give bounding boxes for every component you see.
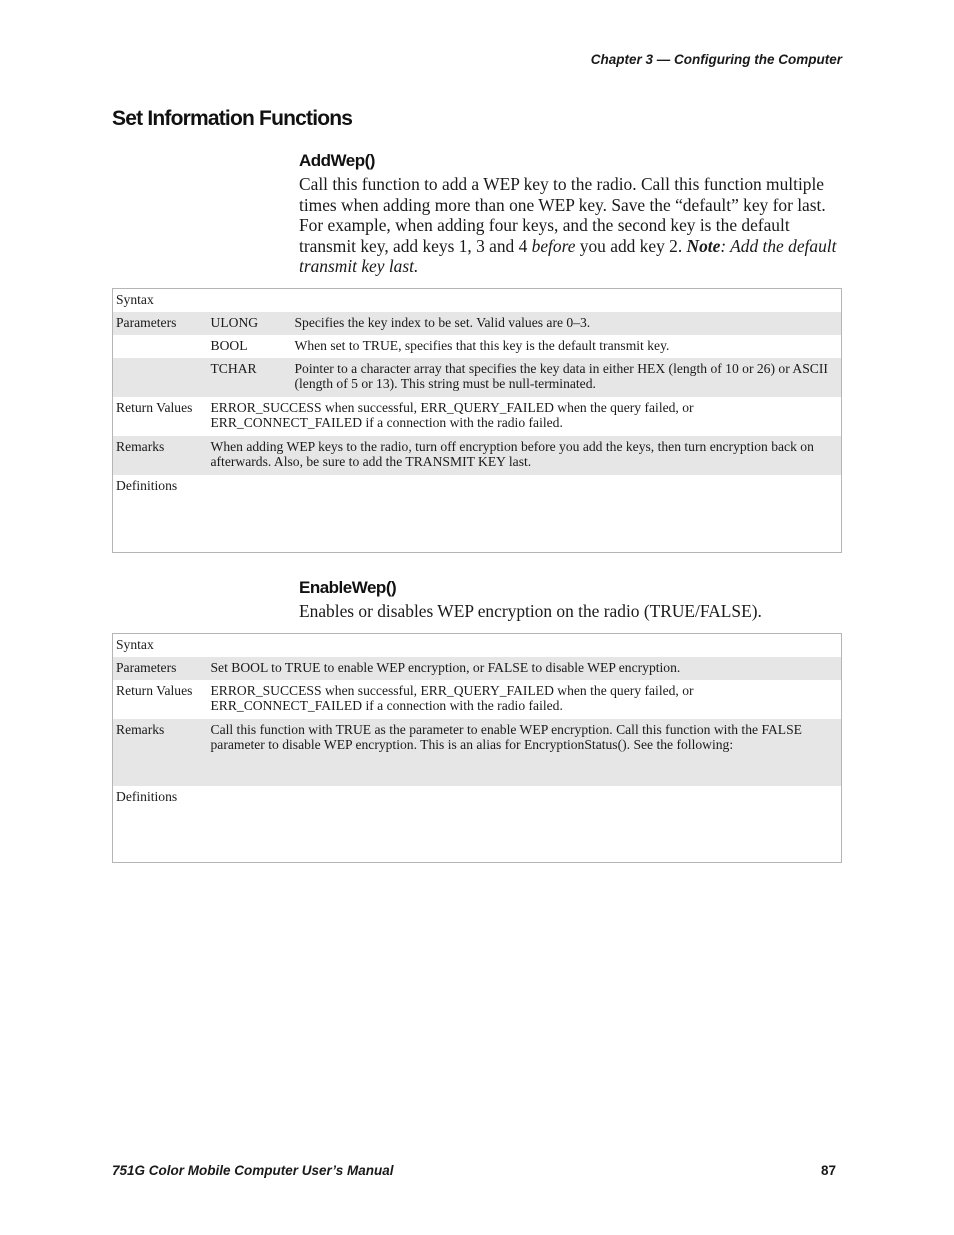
addwep-desc-text: Call this function to add a WEP key to the radio. Call this function multiple times when adding more than one WEP key. Save the “default” key for last. For example, when adding four keys, and the second key is the default transmit key, add keys 1, 3 and 4	[299, 174, 826, 256]
table-row	[113, 680, 842, 719]
table-row	[113, 436, 842, 475]
param-type: TCHAR	[208, 358, 292, 397]
enablewep-title: EnableWep()	[299, 578, 397, 597]
addwep-note-label: Note	[686, 235, 721, 256]
table-row	[113, 289, 842, 312]
row-label: Remarks	[113, 719, 208, 786]
addwep-desc-text-2: you add key 2.	[575, 235, 687, 256]
addwep-table	[112, 288, 842, 553]
param-type: ULONG	[208, 312, 292, 335]
definitions-value	[208, 786, 842, 863]
addwep-description	[299, 174, 844, 277]
table-row	[113, 719, 842, 786]
table-row	[113, 786, 842, 863]
param-desc: When set to TRUE, specifies that this key is the default transmit key.	[294, 337, 670, 353]
remarks-value: When adding WEP keys to the radio, turn off encryption before you add the keys, then turn encryption back on afterwards. Also, be sure to add the TRANSMIT KEY last.	[208, 436, 842, 475]
row-label: Syntax	[116, 292, 154, 307]
row-label: Definitions	[116, 788, 178, 804]
table-row	[113, 397, 842, 436]
row-label	[113, 335, 208, 358]
row-label: Return Values	[116, 682, 193, 698]
table-row	[113, 335, 842, 358]
param-type: BOOL	[210, 337, 248, 353]
table-row	[113, 312, 842, 335]
row-label: Parameters	[113, 657, 208, 680]
row-label: Return Values	[116, 399, 193, 415]
param-desc: Specifies the key index to be set. Valid values are 0–3.	[292, 312, 842, 335]
return-value: ERROR_SUCCESS when successful, ERR_QUERY_FAILED when the query failed, or ERR_CONNECT_FAILED if a connection with the radio failed.	[210, 399, 694, 430]
syntax-value	[208, 634, 842, 657]
definitions-value	[208, 475, 842, 553]
table-row	[113, 634, 842, 657]
table-row	[113, 358, 842, 397]
row-label: Parameters	[113, 312, 208, 335]
parameters-value: Set BOOL to TRUE to enable WEP encryption, or FALSE to disable WEP encryption.	[208, 657, 842, 680]
row-label	[113, 358, 208, 397]
section-title: Set Information Functions	[112, 107, 353, 130]
return-value: ERROR_SUCCESS when successful, ERR_QUERY_FAILED when the query failed, or ERR_CONNECT_FAILED if a connection with the radio failed.	[210, 682, 694, 713]
enablewep-table	[112, 633, 842, 863]
addwep-title: AddWep()	[299, 151, 375, 170]
table-row	[113, 475, 842, 553]
footer-manual-title: 751G Color Mobile Computer User’s Manual	[112, 1163, 394, 1178]
row-label: Syntax	[116, 637, 154, 652]
running-head: Chapter 3 — Configuring the Computer	[590, 52, 842, 67]
enablewep-description: Enables or disables WEP encryption on the radio (TRUE/FALSE).	[299, 601, 762, 621]
addwep-note-text: : Add the default transmit key last.	[299, 235, 837, 277]
addwep-desc-emphasis: before	[531, 235, 576, 256]
footer-page-number: 87	[820, 1163, 836, 1178]
row-label: Definitions	[116, 477, 178, 493]
syntax-value	[208, 289, 842, 312]
remarks-value: Call this function with TRUE as the parameter to enable WEP encryption. Call this function with the FALSE parameter to disable WEP encryption. This is an alias for EncryptionStatus(). See the following:	[208, 719, 842, 786]
table-row	[113, 657, 842, 680]
row-label: Remarks	[113, 436, 208, 475]
param-desc: Pointer to a character array that specifies the key data in either HEX (length of 10 or 26) or ASCII (length of 5 or 13). This string must be null-terminated.	[292, 358, 842, 397]
